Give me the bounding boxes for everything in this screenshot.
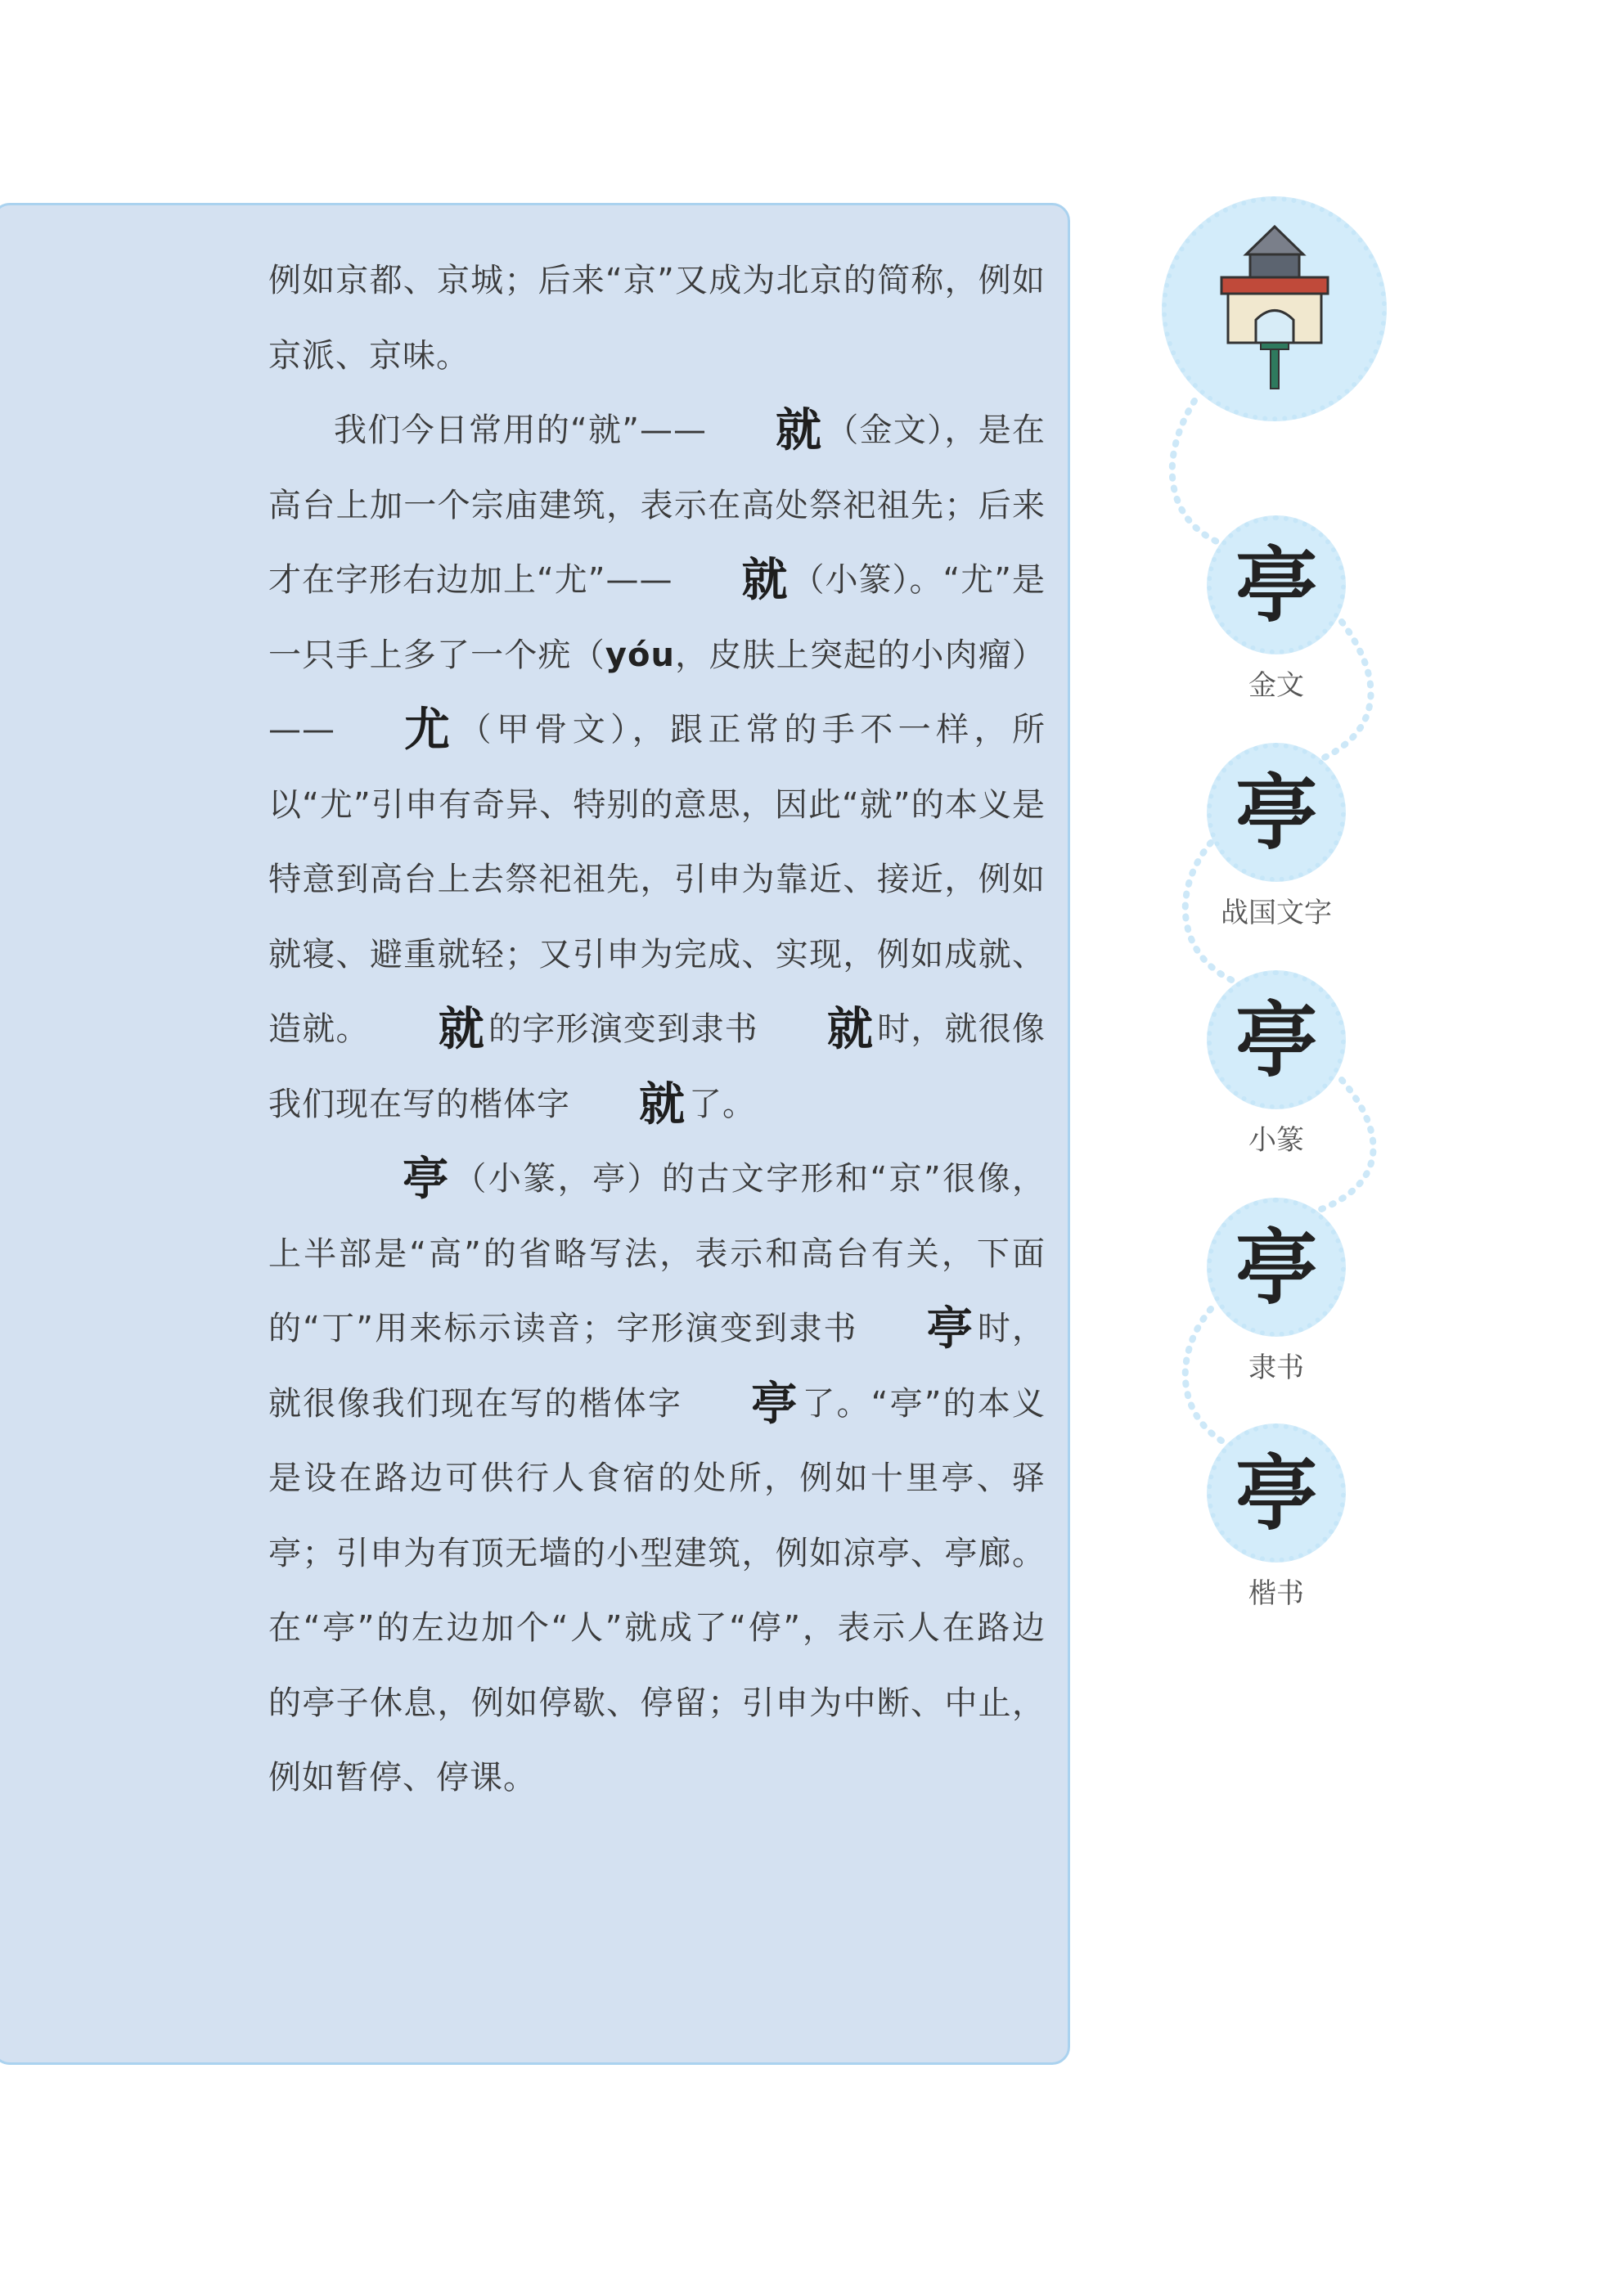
kaishu-glyph: 亭 — [1235, 1445, 1317, 1541]
pavilion-icon — [1213, 223, 1336, 395]
zhanguo-glyph: 亭 — [1235, 764, 1317, 861]
jinwen-label: 金文 — [1248, 669, 1304, 702]
you-jiagu-glyph: 尤 — [404, 703, 451, 757]
paragraph-2 — [268, 393, 1046, 1142]
text-segment: （甲骨文），跟正常的手不一样，所以“尤”引申有奇异、特别的意思，因此“就”的本义是特意到高台上去祭祀祖先，引申为靠近、接近，例如就寝、避重就轻；又引申为完成、实现，例如成就、造就。 — [268, 711, 1046, 1048]
jiu-jinwen-glyph: 就 — [776, 403, 823, 457]
evolution-timeline — [1145, 196, 1415, 1636]
lishu-glyph: 亭 — [1235, 1219, 1317, 1315]
text-segment: 时，就很像我们现在写的楷体字 — [268, 1310, 1046, 1423]
text-segment: 了。“亭”的本义是设在路边可供行人食宿的处所，例如十里亭、驿亭；引申为有顶无墙的小型建筑，例如凉亭、亭廊。在“亭”的左边加个“人”就成了“停”，表示人在路边的亭子休息，例如停歇、停留；引申为中断、中止，例如暂停、停课。 — [268, 1384, 1046, 1797]
text-segment: （金文），是在高台上加一个宗庙建筑，表示在高处祭祀祖先；后来才在字形右边加上“尤”—— — [268, 411, 1046, 599]
paragraph-1: 例如京都、京城；后来“京”又成为北京的简称，例如京派、京味。 — [268, 262, 1046, 375]
xiaozhuan-badge — [1207, 970, 1346, 1109]
lishu-badge — [1207, 1198, 1346, 1337]
xiaozhuan-label: 小篆 — [1248, 1124, 1304, 1157]
zhanguo-label: 战国文字 — [1221, 897, 1332, 929]
jiu-xiaozhuan-glyph-2: 就 — [438, 1002, 485, 1056]
text-segment: （小篆，亭）的古文字形和“京”很像，上半部是“高”的省略写法，表示和高台有关，下面的“丁”用来标示读音；字形演变到隶书 — [268, 1160, 1046, 1347]
text-segment: 时，就很像我们现在写的楷体字 — [268, 1010, 1046, 1123]
pavilion-badge — [1162, 196, 1387, 421]
kaishu-badge — [1207, 1423, 1346, 1563]
ting-xiaozhuan-glyph: 亭 — [403, 1152, 449, 1206]
jinwen-badge — [1207, 515, 1346, 654]
jiu-kaishu-glyph: 就 — [639, 1077, 686, 1131]
xiaozhuan-glyph: 亭 — [1235, 992, 1317, 1088]
kaishu-label: 楷书 — [1248, 1577, 1304, 1610]
text-segment: ，皮肤上突起的小肉瘤）—— — [268, 636, 1046, 749]
pinyin-you: yóu — [605, 636, 675, 674]
jinwen-glyph: 亭 — [1235, 537, 1317, 633]
text-segment: （小篆）。“尤”是一只手上多了一个疣（ — [268, 561, 1046, 674]
paragraph-3 — [268, 1142, 1046, 1816]
text-segment: 了。 — [689, 1085, 756, 1123]
text-segment: 的字形演变到隶书 — [488, 1010, 758, 1048]
jiu-xiaozhuan-glyph: 就 — [741, 553, 789, 607]
ting-lishu-glyph: 亭 — [926, 1302, 974, 1356]
ting-kaishu-glyph: 亭 — [751, 1376, 799, 1431]
zhanguo-badge — [1207, 743, 1346, 882]
jiu-lishu-glyph: 就 — [826, 1002, 874, 1056]
body-text — [268, 244, 1046, 1816]
text-segment: 我们今日常用的“就”—— — [334, 411, 708, 449]
lishu-label: 隶书 — [1248, 1351, 1304, 1384]
